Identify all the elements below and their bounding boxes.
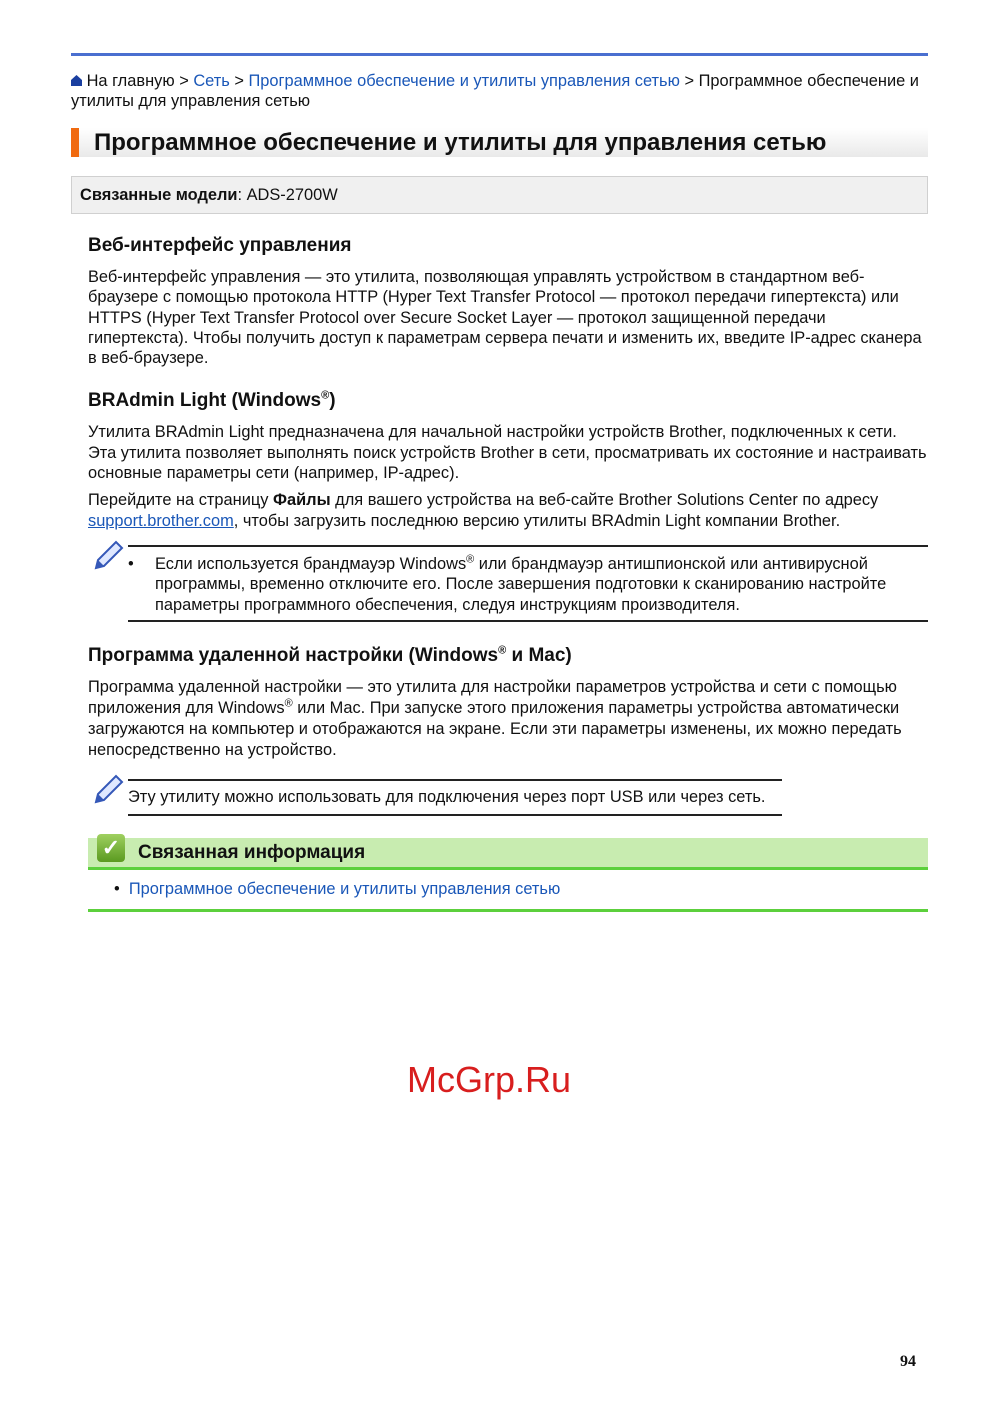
checkmark-icon: ✓ — [97, 834, 125, 862]
models-label: Связанные модели — [80, 186, 238, 204]
breadcrumb-network[interactable]: Сеть — [193, 72, 230, 90]
note-firewall-text: Если используется брандмауэр Windows® или брандмауэр антишпионской или антивирусной программы, временно отключите его. После завершения подготовки к сканированию настройте параметры программного обеспечения, следуя инструкциям производителя. — [155, 553, 887, 614]
models-value: ADS-2700W — [246, 186, 338, 204]
top-rule — [71, 53, 928, 56]
breadcrumb-software[interactable]: Программное обеспечение и утилиты управления сетью — [248, 72, 680, 90]
breadcrumb-sep: > — [684, 72, 695, 90]
related-info-header — [88, 835, 928, 870]
title-accent — [71, 128, 79, 157]
note-usb — [128, 779, 782, 816]
breadcrumb-sep: > — [234, 72, 244, 90]
breadcrumb-sep: > — [179, 72, 189, 90]
home-icon[interactable] — [71, 75, 82, 86]
section-text-bradmin-download: Перейдите на страницу Файлы для вашего устройства на веб-сайте Brother Solutions Center по адресу support.brother.com, чтобы загрузить последнюю версию утилиты BRAdmin Light компании Brother. — [88, 491, 879, 530]
pencil-note-icon — [92, 774, 124, 806]
related-link-item: • Программное обеспечение и утилиты управления сетью — [114, 880, 561, 899]
section-text-bradmin: Утилита BRAdmin Light предназначена для начальной настройки устройств Brother, подключенных к сети. Эта утилита позволяет выполнять поиск устройств Brother в сети, просматривать их состояние и настраивать основные параметры сети (например, IP-адрес). — [88, 423, 927, 483]
related-models-box: Связанные модели: ADS-2700W — [71, 176, 928, 214]
page-number: 94 — [900, 1353, 916, 1370]
section-heading-remote: Программа удаленной настройки (Windows® и Mac) — [88, 644, 572, 666]
section-heading-web: Веб-интерфейс управления — [88, 235, 352, 256]
related-info-heading: Связанная информация — [138, 842, 366, 864]
related-info-bottom-rule — [88, 909, 928, 912]
breadcrumb-current: Программное обеспечение и утилиты для управления сетью — [71, 72, 919, 111]
section-text-web: Веб-интерфейс управления — это утилита, позволяющая управлять устройством в стандартном веб-браузере с помощью протокола HTTP (Hyper Text Transfer Protocol — протокол передачи гипертекста) или HTTPS (Hyper Text Transfer Protocol over Secure Socket Layer — протокол защищенной передачи гипертекста). Чтобы получить доступ к параметрам сервера печати и изменить их, введите IP-адрес сканера в веб-браузере. — [88, 268, 922, 368]
breadcrumb-home[interactable]: На главную — [86, 72, 175, 90]
section-heading-bradmin: BRAdmin Light (Windows®) — [88, 390, 336, 412]
bullet: • — [128, 554, 134, 573]
note-usb-text: Эту утилиту можно использовать для подключения через порт USB или через сеть. — [128, 787, 766, 806]
section-text-remote: Программа удаленной настройки — это утилита для настройки параметров устройства и сети с помощью приложения для Windows® или Mac. При запуске этого приложения параметры устройства автоматически загружаются на компьютер и отображаются на экране. Если эти параметры изменены, их можно передать непосредственно на устройство. — [88, 677, 902, 759]
content — [88, 234, 928, 912]
page-title: Программное обеспечение и утилиты для управления сетью — [94, 129, 827, 156]
page-title-bar — [71, 128, 928, 157]
related-link[interactable]: Программное обеспечение и утилиты управления сетью — [128, 880, 561, 899]
watermark: McGrp.Ru — [407, 1059, 572, 1100]
note-firewall — [128, 545, 928, 622]
breadcrumb — [71, 71, 931, 112]
pencil-note-icon — [92, 540, 124, 572]
support-link[interactable]: support.brother.com — [88, 511, 234, 530]
